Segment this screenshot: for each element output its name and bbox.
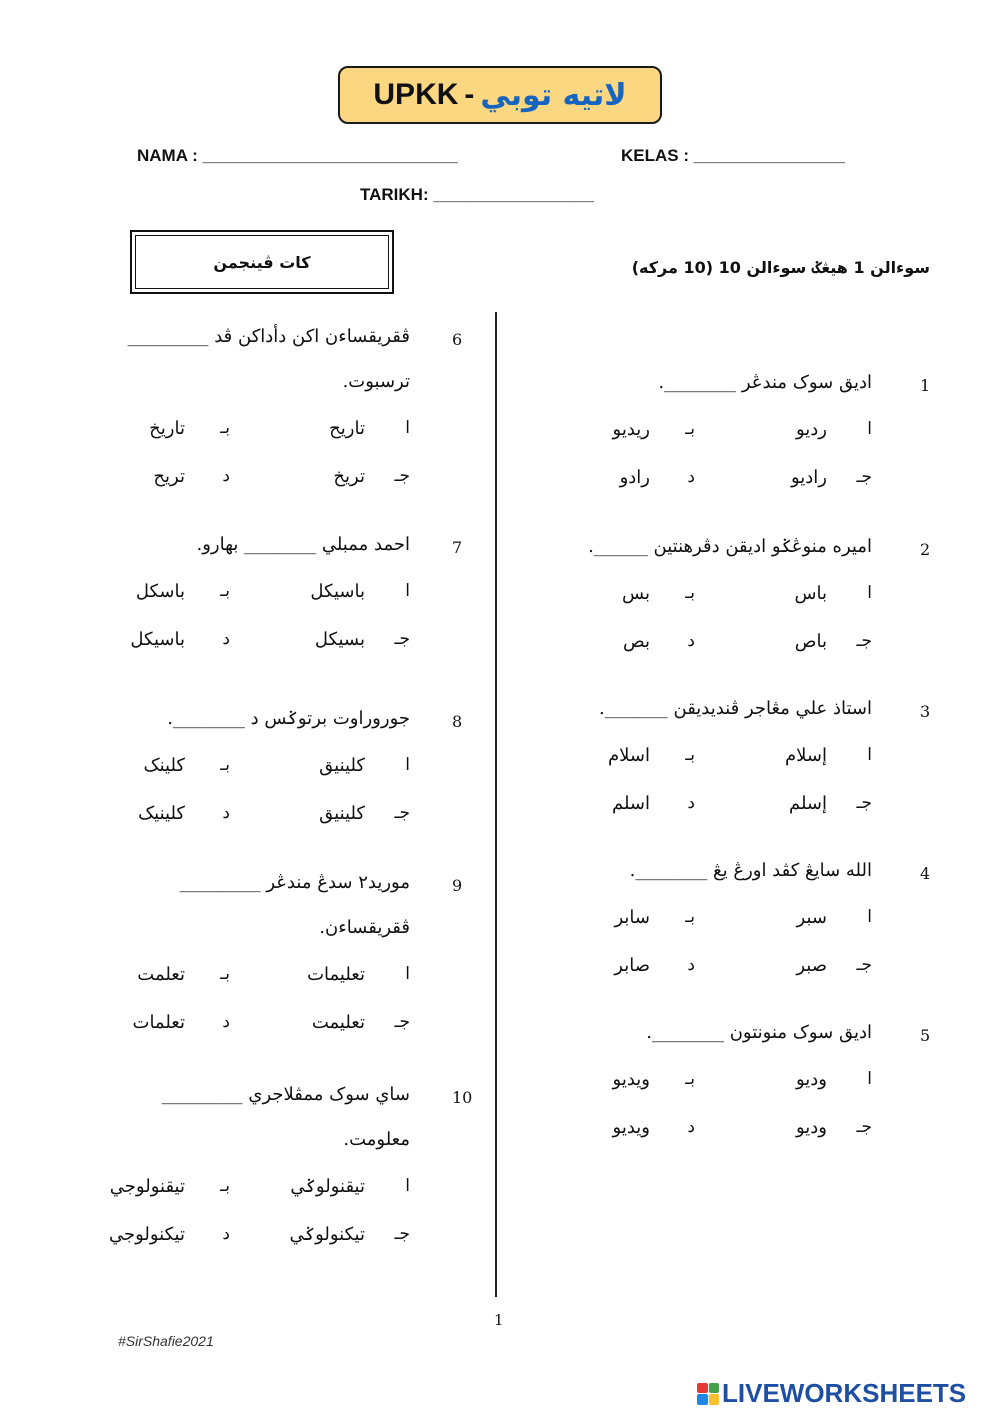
option-letter: بـ xyxy=(685,1069,695,1089)
option-letter: جـ xyxy=(394,629,410,649)
instruction-text: سوءالن 1 هيڠݢ سوءالن 10 (10 مركه) xyxy=(631,258,930,277)
question-text: ڤقريقساءن اكن دأداكن ڤد _________ xyxy=(127,326,410,347)
option-d[interactable]: اسلم xyxy=(611,793,650,814)
question-text: معلومت. xyxy=(343,1129,410,1150)
option-letter: د xyxy=(222,629,230,649)
kelas-field[interactable]: KELAS : ________________ xyxy=(621,146,845,165)
option-b[interactable]: باسكل xyxy=(135,581,185,602)
option-letter: ا xyxy=(405,1176,410,1196)
question-text: ساي سوک ممڤلاجري _________ xyxy=(161,1084,410,1105)
option-letter: جـ xyxy=(856,467,872,487)
option-letter: ا xyxy=(405,964,410,984)
option-letter: د xyxy=(687,955,695,975)
option-letter: جـ xyxy=(856,631,872,651)
option-d[interactable]: رادو xyxy=(619,467,650,488)
question-text: احمد ممبلي ________ بهارو. xyxy=(196,534,410,555)
option-a[interactable]: سبر xyxy=(796,907,827,928)
option-letter: جـ xyxy=(394,466,410,486)
option-c[interactable]: وديو xyxy=(795,1117,827,1138)
option-b[interactable]: تاريخ xyxy=(149,418,185,439)
question-text: استاذ علي مڠاجر ڤنديديقن _______. xyxy=(599,698,872,719)
option-b[interactable]: سابر xyxy=(614,907,650,928)
question-number: 4 xyxy=(920,864,931,883)
option-c[interactable]: تعليمت xyxy=(311,1012,365,1033)
option-letter: جـ xyxy=(394,1224,410,1244)
option-a[interactable]: كلينيق xyxy=(319,755,365,776)
option-letter: د xyxy=(222,1012,230,1032)
title-badge xyxy=(338,66,662,124)
question-number: 5 xyxy=(920,1026,931,1045)
option-a[interactable]: إسلام xyxy=(785,745,827,766)
question-number: 1 xyxy=(920,376,931,395)
column-divider xyxy=(495,312,497,1297)
option-a[interactable]: تاريح xyxy=(329,418,365,439)
question-number: 6 xyxy=(452,330,463,349)
page-number: 1 xyxy=(494,1311,504,1329)
option-c[interactable]: كلينيق xyxy=(319,803,365,824)
credit-text: #SirShafie2021 xyxy=(118,1333,214,1349)
question-text: الله سايڠ كڤد اورڠ يڠ ________. xyxy=(629,860,872,881)
option-letter: د xyxy=(687,631,695,651)
option-a[interactable]: باس xyxy=(794,583,827,604)
option-b[interactable]: تعلمت xyxy=(137,964,185,985)
title-latin: UPKK xyxy=(373,78,459,111)
option-letter: بـ xyxy=(685,583,695,603)
option-d[interactable]: ويديو xyxy=(612,1117,650,1138)
option-c[interactable]: راديو xyxy=(790,467,827,488)
option-letter: بـ xyxy=(220,581,230,601)
option-b[interactable]: ويديو xyxy=(612,1069,650,1090)
option-d[interactable]: تعلمات xyxy=(132,1012,185,1033)
question-text: اديق سوک مندڠر ________. xyxy=(658,372,872,393)
option-a[interactable]: تيقنولوݢي xyxy=(290,1176,365,1197)
examiner-box-label: كات ڤينجمن xyxy=(213,252,311,272)
logo-square xyxy=(697,1394,708,1405)
option-a[interactable]: رديو xyxy=(795,419,827,440)
option-letter: د xyxy=(222,1224,230,1244)
option-c[interactable]: صبر xyxy=(796,955,827,976)
option-letter: د xyxy=(687,467,695,487)
nama-field[interactable]: NAMA : ___________________________ xyxy=(137,146,458,165)
option-letter: بـ xyxy=(220,1176,230,1196)
option-letter: د xyxy=(222,466,230,486)
option-letter: بـ xyxy=(685,745,695,765)
question-number: 7 xyxy=(452,538,463,557)
option-a[interactable]: باسيكل xyxy=(310,581,365,602)
option-letter: جـ xyxy=(856,1117,872,1137)
option-letter: بـ xyxy=(685,419,695,439)
option-c[interactable]: إسلم xyxy=(788,793,827,814)
option-letter: ا xyxy=(405,418,410,438)
question-number: 3 xyxy=(920,702,931,721)
option-letter: ا xyxy=(405,755,410,775)
option-letter: ا xyxy=(405,581,410,601)
liveworksheets-icon xyxy=(697,1383,719,1405)
option-b[interactable]: تيقنولوجي xyxy=(109,1176,185,1197)
option-letter: د xyxy=(687,1117,695,1137)
question-text: جوروراوت برتوݢس د ________. xyxy=(167,708,410,729)
option-d[interactable]: باسيكل xyxy=(130,629,185,650)
logo-square xyxy=(697,1383,708,1394)
option-letter: جـ xyxy=(856,793,872,813)
option-letter: ا xyxy=(867,583,872,603)
option-letter: بـ xyxy=(685,907,695,927)
option-d[interactable]: تريح xyxy=(153,466,185,487)
option-letter: جـ xyxy=(394,1012,410,1032)
option-letter: ا xyxy=(867,745,872,765)
question-number: 2 xyxy=(920,540,931,559)
option-a[interactable]: تعليمات xyxy=(307,964,365,985)
option-letter: د xyxy=(222,803,230,823)
tarikh-field[interactable]: TARIKH: _________________ xyxy=(360,185,595,204)
examiner-box xyxy=(135,235,389,289)
liveworksheets-wordmark: LIVEWORKSHEETS xyxy=(722,1378,967,1408)
option-letter: ا xyxy=(867,907,872,927)
option-b[interactable]: كلينک xyxy=(143,755,185,776)
option-letter: د xyxy=(687,793,695,813)
option-letter: بـ xyxy=(220,418,230,438)
option-d[interactable]: تيكنولوجي xyxy=(108,1224,185,1245)
question-text: ڤقريقساءن. xyxy=(319,917,410,938)
question-number: 10 xyxy=(452,1088,473,1107)
question-text: اديق سوک منونتون ________. xyxy=(646,1022,872,1043)
option-b[interactable]: اسلام xyxy=(608,745,650,766)
option-letter: بـ xyxy=(220,755,230,775)
question-text: موريد٢ سدڠ مندڠر _________ xyxy=(179,872,410,893)
question-number: 8 xyxy=(452,712,463,731)
option-c[interactable]: تريخ xyxy=(333,466,365,487)
option-letter: بـ xyxy=(220,964,230,984)
question-text: اميره منوڠݢو اديقن دڤرهنتين ______. xyxy=(588,536,872,557)
option-letter: جـ xyxy=(856,955,872,975)
option-letter: ا xyxy=(867,419,872,439)
option-c[interactable]: بسيكل xyxy=(314,629,365,650)
title-jawi: لاتيه توبي xyxy=(480,77,627,113)
question-number: 9 xyxy=(452,876,463,895)
option-c[interactable]: تيكنولوݢي xyxy=(289,1224,365,1245)
question-text: ترسبوت. xyxy=(342,371,410,392)
option-letter: جـ xyxy=(394,803,410,823)
title-dash: - xyxy=(464,78,475,111)
option-a[interactable]: وديو xyxy=(795,1069,827,1090)
logo-square xyxy=(709,1394,720,1405)
option-c[interactable]: باص xyxy=(794,631,827,652)
option-d[interactable]: صابر xyxy=(614,955,650,976)
option-b[interactable]: ريديو xyxy=(612,419,650,440)
option-b[interactable]: بس xyxy=(622,583,650,604)
option-letter: ا xyxy=(867,1069,872,1089)
logo-square xyxy=(709,1383,720,1394)
liveworksheets-logo xyxy=(697,1378,966,1409)
option-d[interactable]: كلينيک xyxy=(138,803,185,824)
option-d[interactable]: بص xyxy=(622,631,650,652)
